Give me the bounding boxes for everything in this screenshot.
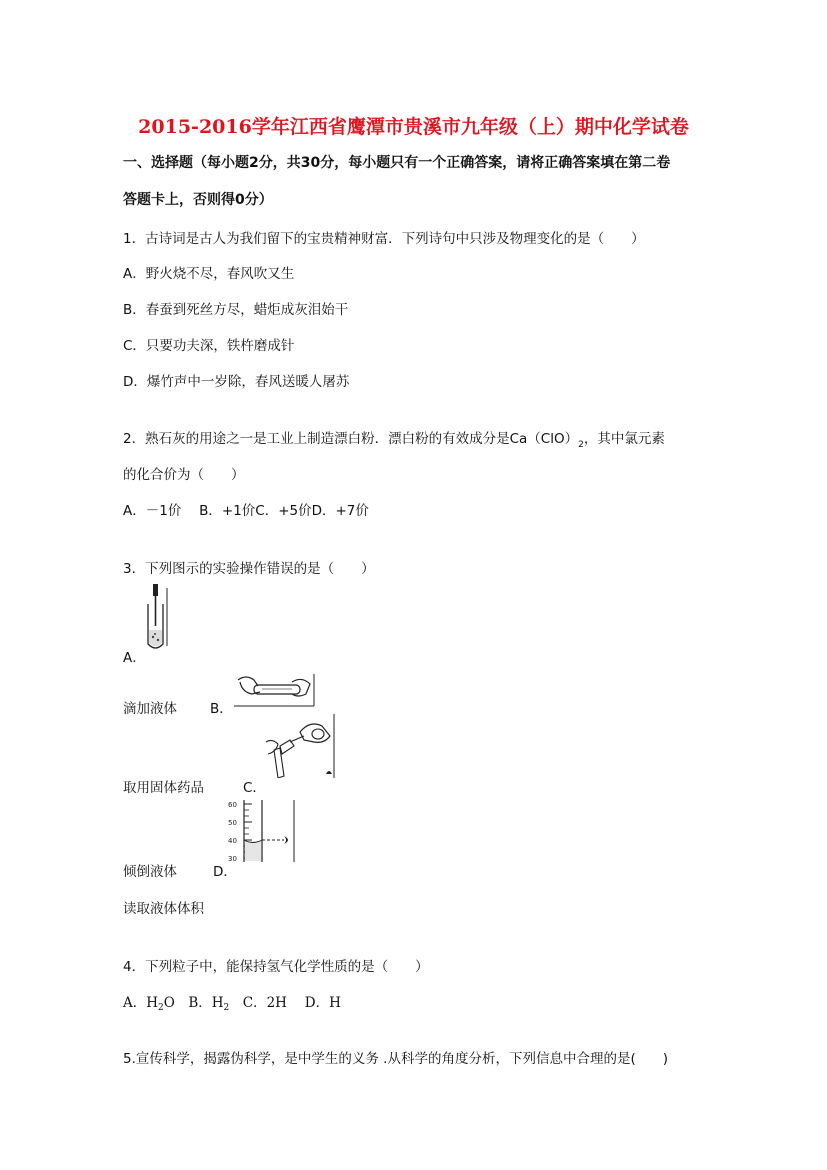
horizontal-tube-hands-figure	[232, 670, 318, 710]
q4-option-a-pre: A．H	[123, 995, 159, 1011]
q3-option-b-caption: 取用固体药品	[123, 780, 204, 796]
q3-option-b-label: B．	[210, 701, 233, 717]
q5-stem: 5.宣传科学，揭露伪科学，是中学生的义务 .从科学的角度分析，下列信息中合理的是( )	[123, 1051, 668, 1067]
q1-option-d: D．爆竹声中一岁除，春风送暖人屠苏	[123, 374, 350, 390]
q1-option-b: B．春蚕到死丝方尽，蜡炬成灰泪始干	[123, 302, 349, 318]
q2-options: A．－1价 B．+1价C．+5价D．+7价	[123, 503, 369, 519]
q2-stem-line2: 的化合价为（ ）	[123, 467, 245, 483]
scale-label-30: 30	[228, 855, 237, 863]
q3-option-c-label: C．	[243, 780, 266, 796]
scale-label-50: 50	[228, 819, 237, 827]
exam-title: 2015-2016学年江西省鹰潭市贵溪市九年级（上）期中化学试卷	[138, 116, 689, 138]
q3-option-a-label: A．	[123, 650, 146, 666]
q3-option-c-caption: 倾倒液体	[123, 864, 177, 880]
section-heading-line1: 一、选择题（每小题2分，共30分，每小题只有一个正确答案，请将正确答案填在第二卷	[123, 155, 671, 171]
q4-option-a-post: O B．H	[163, 995, 224, 1011]
q2-stem-pre: 2．熟石灰的用途之一是工业上制造漂白粉．漂白粉的有效成分是Ca（ClO）	[123, 431, 579, 447]
q4-stem: 4．下列粒子中，能保持氢气化学性质的是（ ）	[123, 959, 429, 975]
q4-options	[123, 991, 341, 1013]
section-heading-line2: 答题卡上，否则得0分）	[123, 192, 273, 208]
scale-label-60: 60	[228, 801, 237, 809]
scale-label-40: 40	[228, 837, 237, 845]
q3-stem: 3．下列图示的实验操作错误的是（ ）	[123, 561, 375, 577]
q4-option-a-subscript: 2	[158, 1003, 164, 1013]
dropper-test-tube-figure	[140, 582, 170, 654]
pouring-liquid-figure	[260, 712, 340, 778]
q2-stem-post: ，其中氯元素	[583, 431, 665, 447]
graduated-cylinder-figure	[226, 798, 300, 864]
q3-option-d-caption: 读取液体体积	[123, 901, 204, 917]
q1-stem: 1．古诗词是古人为我们留下的宝贵精神财富．下列诗句中只涉及物理变化的是（ ）	[123, 231, 645, 247]
q3-option-a-caption: 滴加液体	[123, 701, 177, 717]
q1-option-c: C．只要功夫深，铁杵磨成针	[123, 338, 295, 354]
q2-stem-line1	[123, 427, 665, 450]
q4-option-cd: C．2H D．H	[229, 995, 341, 1011]
q4-option-b-subscript: 2	[223, 1003, 230, 1013]
q2-stem-subscript: 2	[578, 440, 584, 450]
q3-option-d-label: D．	[213, 864, 237, 880]
q1-option-a: A．野火烧不尽，春风吹又生	[123, 266, 295, 282]
